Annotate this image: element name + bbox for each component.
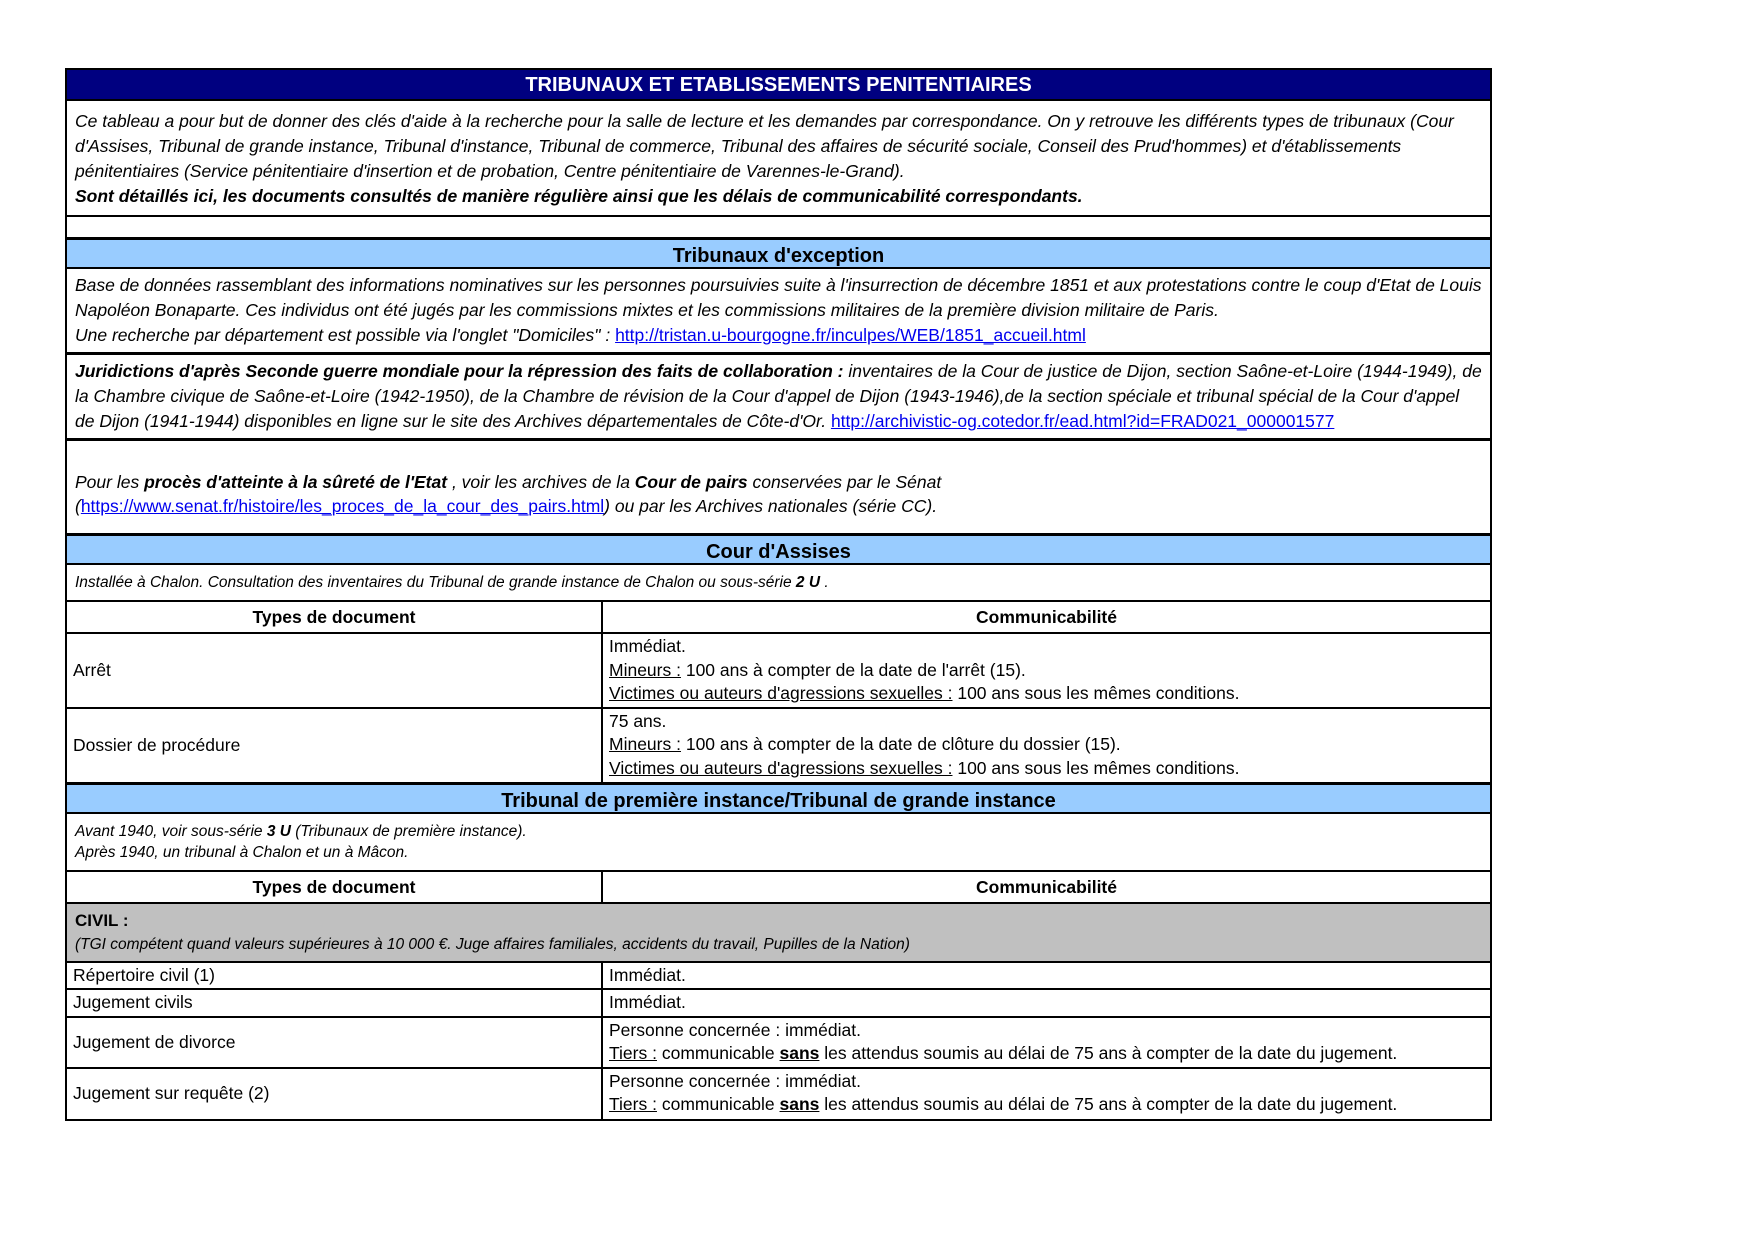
- table-row-jugement-civils: [67, 990, 1490, 1018]
- table-row-arret: [67, 634, 1490, 709]
- text-segment: CIVIL :: [75, 910, 129, 930]
- note-cour-assises: [67, 565, 1490, 602]
- text-line: [609, 659, 1484, 683]
- document: [65, 68, 1492, 1121]
- block-cour-de-pairs: [67, 463, 1490, 525]
- text-segment: Installée à Chalon. Consultation des inventaires du Tribunal de grande instance de Chalon ou sous-série: [75, 574, 796, 591]
- text-segment: Après 1940, un tribunal à Chalon et un à Mâcon.: [75, 843, 409, 861]
- text-segment: les attendus soumis au délai de 75 ans à compter de la date du jugement.: [819, 1043, 1398, 1063]
- text-segment: communicable: [656, 1094, 780, 1114]
- text-line: [75, 273, 1482, 323]
- spacer-row: [67, 441, 1490, 463]
- communicability-cell: [603, 634, 1490, 707]
- text-segment: Immédiat.: [609, 964, 686, 985]
- text-segment: Mineurs :: [609, 734, 681, 754]
- communicability-cell: [603, 990, 1490, 1016]
- text-line: [609, 1019, 1484, 1043]
- table-cour-assises: [67, 602, 1490, 782]
- text-segment: Pour les: [75, 472, 145, 492]
- text-segment: sans: [779, 1094, 820, 1114]
- text-segment: Cour de pairs: [634, 472, 748, 492]
- table-row-jugement-requete: [67, 1069, 1490, 1119]
- text-segment: ) ou par les Archives nationales (série CC).: [604, 496, 938, 516]
- text-segment: Juridictions d'après Seconde guerre mondiale pour la répression des faits de collaboration :: [75, 361, 849, 381]
- table-tribunal-premiere-instance: [67, 872, 1490, 1119]
- spacer-row: [67, 217, 1490, 237]
- text-segment: inventaires de la Cour de justice de Dijon, section Saône-et-Loire (1944-1949), de la Chambre civique de Saône-et-Loire (1942-1950), de la Chambre de révision de la Cour d'appel de Dijon (1943-1946),de la section spéciale et tribunal spécial de la Cour d'appel de Dijon (1941-1944) disponibles en ligne sur le site des Archives départementales de Côte-d'Or.: [75, 361, 1482, 431]
- column-header-communicabilite: Communicabilité: [976, 607, 1117, 627]
- text-line: [609, 635, 1484, 659]
- text-line: [609, 733, 1484, 757]
- doc-type-cell: Jugement sur requête (2): [67, 1069, 603, 1119]
- section-header-tribunal-premiere-instance: Tribunal de première instance/Tribunal de grande instance: [67, 782, 1490, 814]
- text-segment: sans: [779, 1043, 820, 1063]
- table-row-jugement-divorce: [67, 1018, 1490, 1069]
- hyperlink[interactable]: http://archivistic-og.cotedor.fr/ead.html?id=FRAD021_000001577: [830, 411, 1335, 431]
- text-line: [609, 1042, 1484, 1066]
- text-segment: , voir les archives de la: [447, 472, 635, 492]
- text-line: [75, 323, 1482, 348]
- column-header-types-de-document: Types de document: [67, 872, 603, 902]
- text-segment: 100 ans à compter de la date de clôture du dossier (15).: [680, 734, 1121, 754]
- document-title: TRIBUNAUX ET ETABLISSEMENTS PENITENTIAIRES: [67, 70, 1490, 101]
- text-line: [75, 109, 1482, 184]
- block-juridictions-collaboration: [67, 355, 1490, 441]
- hyperlink[interactable]: https://www.senat.fr/histoire/les_proces_de_la_cour_des_pairs.html: [80, 496, 605, 516]
- text-line: [75, 842, 1482, 863]
- text-line: [75, 821, 1482, 842]
- column-header-types-de-document: Types de document: [67, 602, 603, 632]
- block-base-de-donnees: [67, 269, 1490, 355]
- text-line: [609, 1093, 1484, 1117]
- text-segment: procès d'atteinte à la sûreté de l'Etat: [144, 472, 448, 492]
- doc-type-cell: Jugement de divorce: [67, 1018, 603, 1067]
- communicability-cell: [603, 1069, 1490, 1119]
- doc-type-cell: Répertoire civil (1): [67, 963, 603, 989]
- text-line: [609, 682, 1484, 706]
- text-segment: conservées par le Sénat: [747, 472, 942, 492]
- section-header-cour-assises: Cour d'Assises: [67, 533, 1490, 565]
- table-header-row: [67, 602, 1490, 634]
- column-header-communicabilite: Communicabilité: [976, 876, 1117, 897]
- text-segment: Avant 1940, voir sous-série: [75, 822, 267, 840]
- text-segment: Victimes ou auteurs d'agressions sexuelles :: [609, 757, 953, 778]
- text-segment: .: [820, 574, 829, 591]
- table-row-repertoire-civil: [67, 963, 1490, 991]
- text-line: [75, 572, 1482, 593]
- text-segment: 2 U: [795, 574, 821, 591]
- text-line: [75, 470, 1482, 494]
- text-segment: Personne concernée : immédiat.: [609, 1019, 861, 1040]
- text-segment: Personne concernée : immédiat.: [609, 1070, 861, 1091]
- text-segment: Une recherche par département est possible via l'onglet "Domiciles" :: [75, 325, 616, 345]
- text-segment: 100 ans à compter de la date de l'arrêt (15).: [680, 659, 1026, 680]
- communicability-cell: [603, 709, 1490, 782]
- text-segment: Victimes ou auteurs d'agressions sexuelles :: [609, 683, 953, 703]
- text-line: [75, 933, 1482, 957]
- civil-category-banner: [67, 904, 1490, 963]
- text-line: [609, 710, 1484, 734]
- text-segment: Sont détaillés ici, les documents consultés de manière régulière ainsi que les délais de communicabilité correspondants.: [75, 186, 1083, 206]
- text-line: [609, 991, 1484, 1015]
- table-row-dossier-procedure: [67, 709, 1490, 782]
- note-tribunal-premiere-instance: [67, 814, 1490, 872]
- communicability-cell: [603, 1018, 1490, 1067]
- text-segment: 3 U: [266, 822, 291, 840]
- text-segment: Immédiat.: [609, 636, 686, 656]
- table-header-row: [67, 872, 1490, 904]
- text-segment: 100 ans sous les mêmes conditions.: [952, 757, 1240, 778]
- text-segment: (TGI compétent quand valeurs supérieures à 10 000 €. Juge affaires familiales, accidents du travail, Pupilles de la Nation): [75, 935, 910, 953]
- communicability-cell: [603, 963, 1490, 989]
- text-line: [609, 964, 1484, 988]
- text-line: [609, 757, 1484, 781]
- spacer-row: [67, 525, 1490, 533]
- text-line: [75, 494, 1482, 518]
- text-segment: Mineurs :: [609, 659, 681, 680]
- text-segment: Tiers :: [609, 1094, 657, 1114]
- text-line: [75, 359, 1482, 434]
- doc-type-cell: Arrêt: [67, 634, 603, 707]
- text-line: [75, 184, 1482, 209]
- text-segment: (: [75, 496, 81, 516]
- hyperlink[interactable]: http://tristan.u-bourgogne.fr/inculpes/WEB/1851_accueil.html: [615, 325, 1086, 345]
- text-segment: 75 ans.: [609, 710, 667, 731]
- text-segment: Base de données rassemblant des informations nominatives sur les personnes poursuivies suite à l'insurrection de décembre 1851 et aux protestations contre le coup d'Etat de Louis Napoléon Bonaparte. Ces individus ont été jugés par les commissions mixtes et les commissions militaires de la première division militaire de Paris.: [75, 275, 1482, 320]
- text-line: [609, 1070, 1484, 1094]
- text-segment: les attendus soumis au délai de 75 ans à compter de la date du jugement.: [819, 1094, 1398, 1114]
- text-segment: 100 ans sous les mêmes conditions.: [952, 683, 1240, 703]
- intro-paragraph: [67, 101, 1490, 217]
- text-segment: Ce tableau a pour but de donner des clés d'aide à la recherche pour la salle de lecture et les demandes par correspondance. On y retrouve les différents types de tribunaux (Cour d'Assises, Tribunal de grande instance, Tribunal d'instance, Tribunal de commerce, Tribunal des affaires de sécurité sociale, Conseil des Prud'hommes) et d'établissements pénitentiaires (Service pénitentiaire d'insertion et de probation, Centre pénitentiaire de Varennes-le-Grand).: [75, 111, 1454, 181]
- doc-type-cell: Jugement civils: [67, 990, 603, 1016]
- text-segment: communicable: [656, 1043, 780, 1063]
- doc-type-cell: Dossier de procédure: [67, 709, 603, 782]
- text-segment: Immédiat.: [609, 992, 686, 1012]
- text-line: [75, 908, 1482, 933]
- section-header-tribunaux-exception: Tribunaux d'exception: [67, 237, 1490, 269]
- text-segment: (Tribunaux de première instance).: [290, 822, 527, 840]
- text-segment: Tiers :: [609, 1043, 657, 1063]
